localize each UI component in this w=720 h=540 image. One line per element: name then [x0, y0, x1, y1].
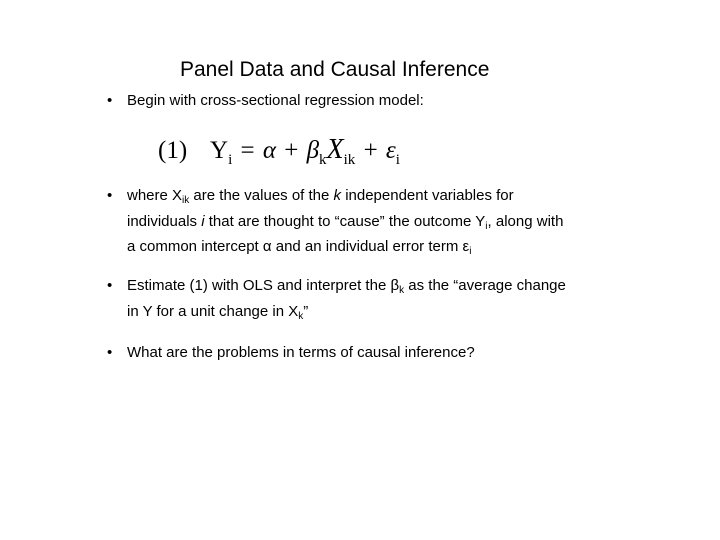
eq-y-subscript: i [228, 152, 233, 168]
eq-beta: β [306, 137, 320, 164]
text-span: that are thought to “cause” the outcome Y [204, 212, 486, 230]
bullet-marker: • [107, 187, 113, 204]
definition-line-3 [127, 237, 563, 263]
italic-k: k [333, 187, 342, 204]
estimate-line-2 [127, 302, 566, 328]
text-span: as the “average change [404, 277, 566, 294]
eq-equals: = [240, 137, 255, 164]
italic-i: i [201, 212, 205, 230]
bullet-definition-text [127, 186, 563, 263]
text-span: , along with [487, 212, 564, 230]
eq-y: Y [210, 137, 229, 164]
bullet-marker: • [107, 344, 113, 361]
text-span: Estimate (1) with OLS and interpret the β [127, 277, 400, 294]
bullet-marker: • [107, 92, 113, 109]
text-span: a common intercept α and an individual error term ε [127, 238, 470, 255]
text-span: are the values of the [189, 187, 334, 204]
text-span: individuals [127, 212, 202, 230]
subscript: k [298, 310, 304, 322]
definition-line-2 [127, 212, 563, 238]
slide-title: Panel Data and Causal Inference [180, 58, 490, 81]
eq-epsilon: ε [385, 137, 396, 164]
text-span: in Y for a unit change in X [127, 302, 299, 320]
bullet-estimate-text [127, 276, 566, 327]
subscript: i [469, 246, 472, 257]
eq-plus-1: + [284, 137, 299, 164]
eq-alpha: α [262, 137, 276, 164]
bullet-marker: • [107, 277, 113, 294]
bullet-question-text: What are the problems in terms of causal inference? [127, 344, 475, 361]
estimate-line-1 [127, 276, 566, 302]
eq-epsilon-subscript: i [395, 152, 400, 168]
definition-line-1 [127, 186, 563, 212]
text-span: independent variables for [341, 187, 514, 204]
subscript: ik [182, 195, 190, 206]
text-span: where X [127, 187, 183, 204]
eq-x: X [326, 134, 344, 165]
bullet-intro-text: Begin with cross-sectional regression model: [127, 92, 424, 109]
equation-number: (1) [158, 137, 188, 164]
eq-plus-2: + [363, 137, 378, 164]
subscript: k [399, 285, 405, 296]
text-span: ” [303, 302, 309, 320]
eq-beta-subscript: k [319, 152, 327, 168]
subscript: i [485, 220, 488, 232]
regression-equation [158, 133, 400, 177]
eq-x-subscript: ik [343, 152, 356, 168]
